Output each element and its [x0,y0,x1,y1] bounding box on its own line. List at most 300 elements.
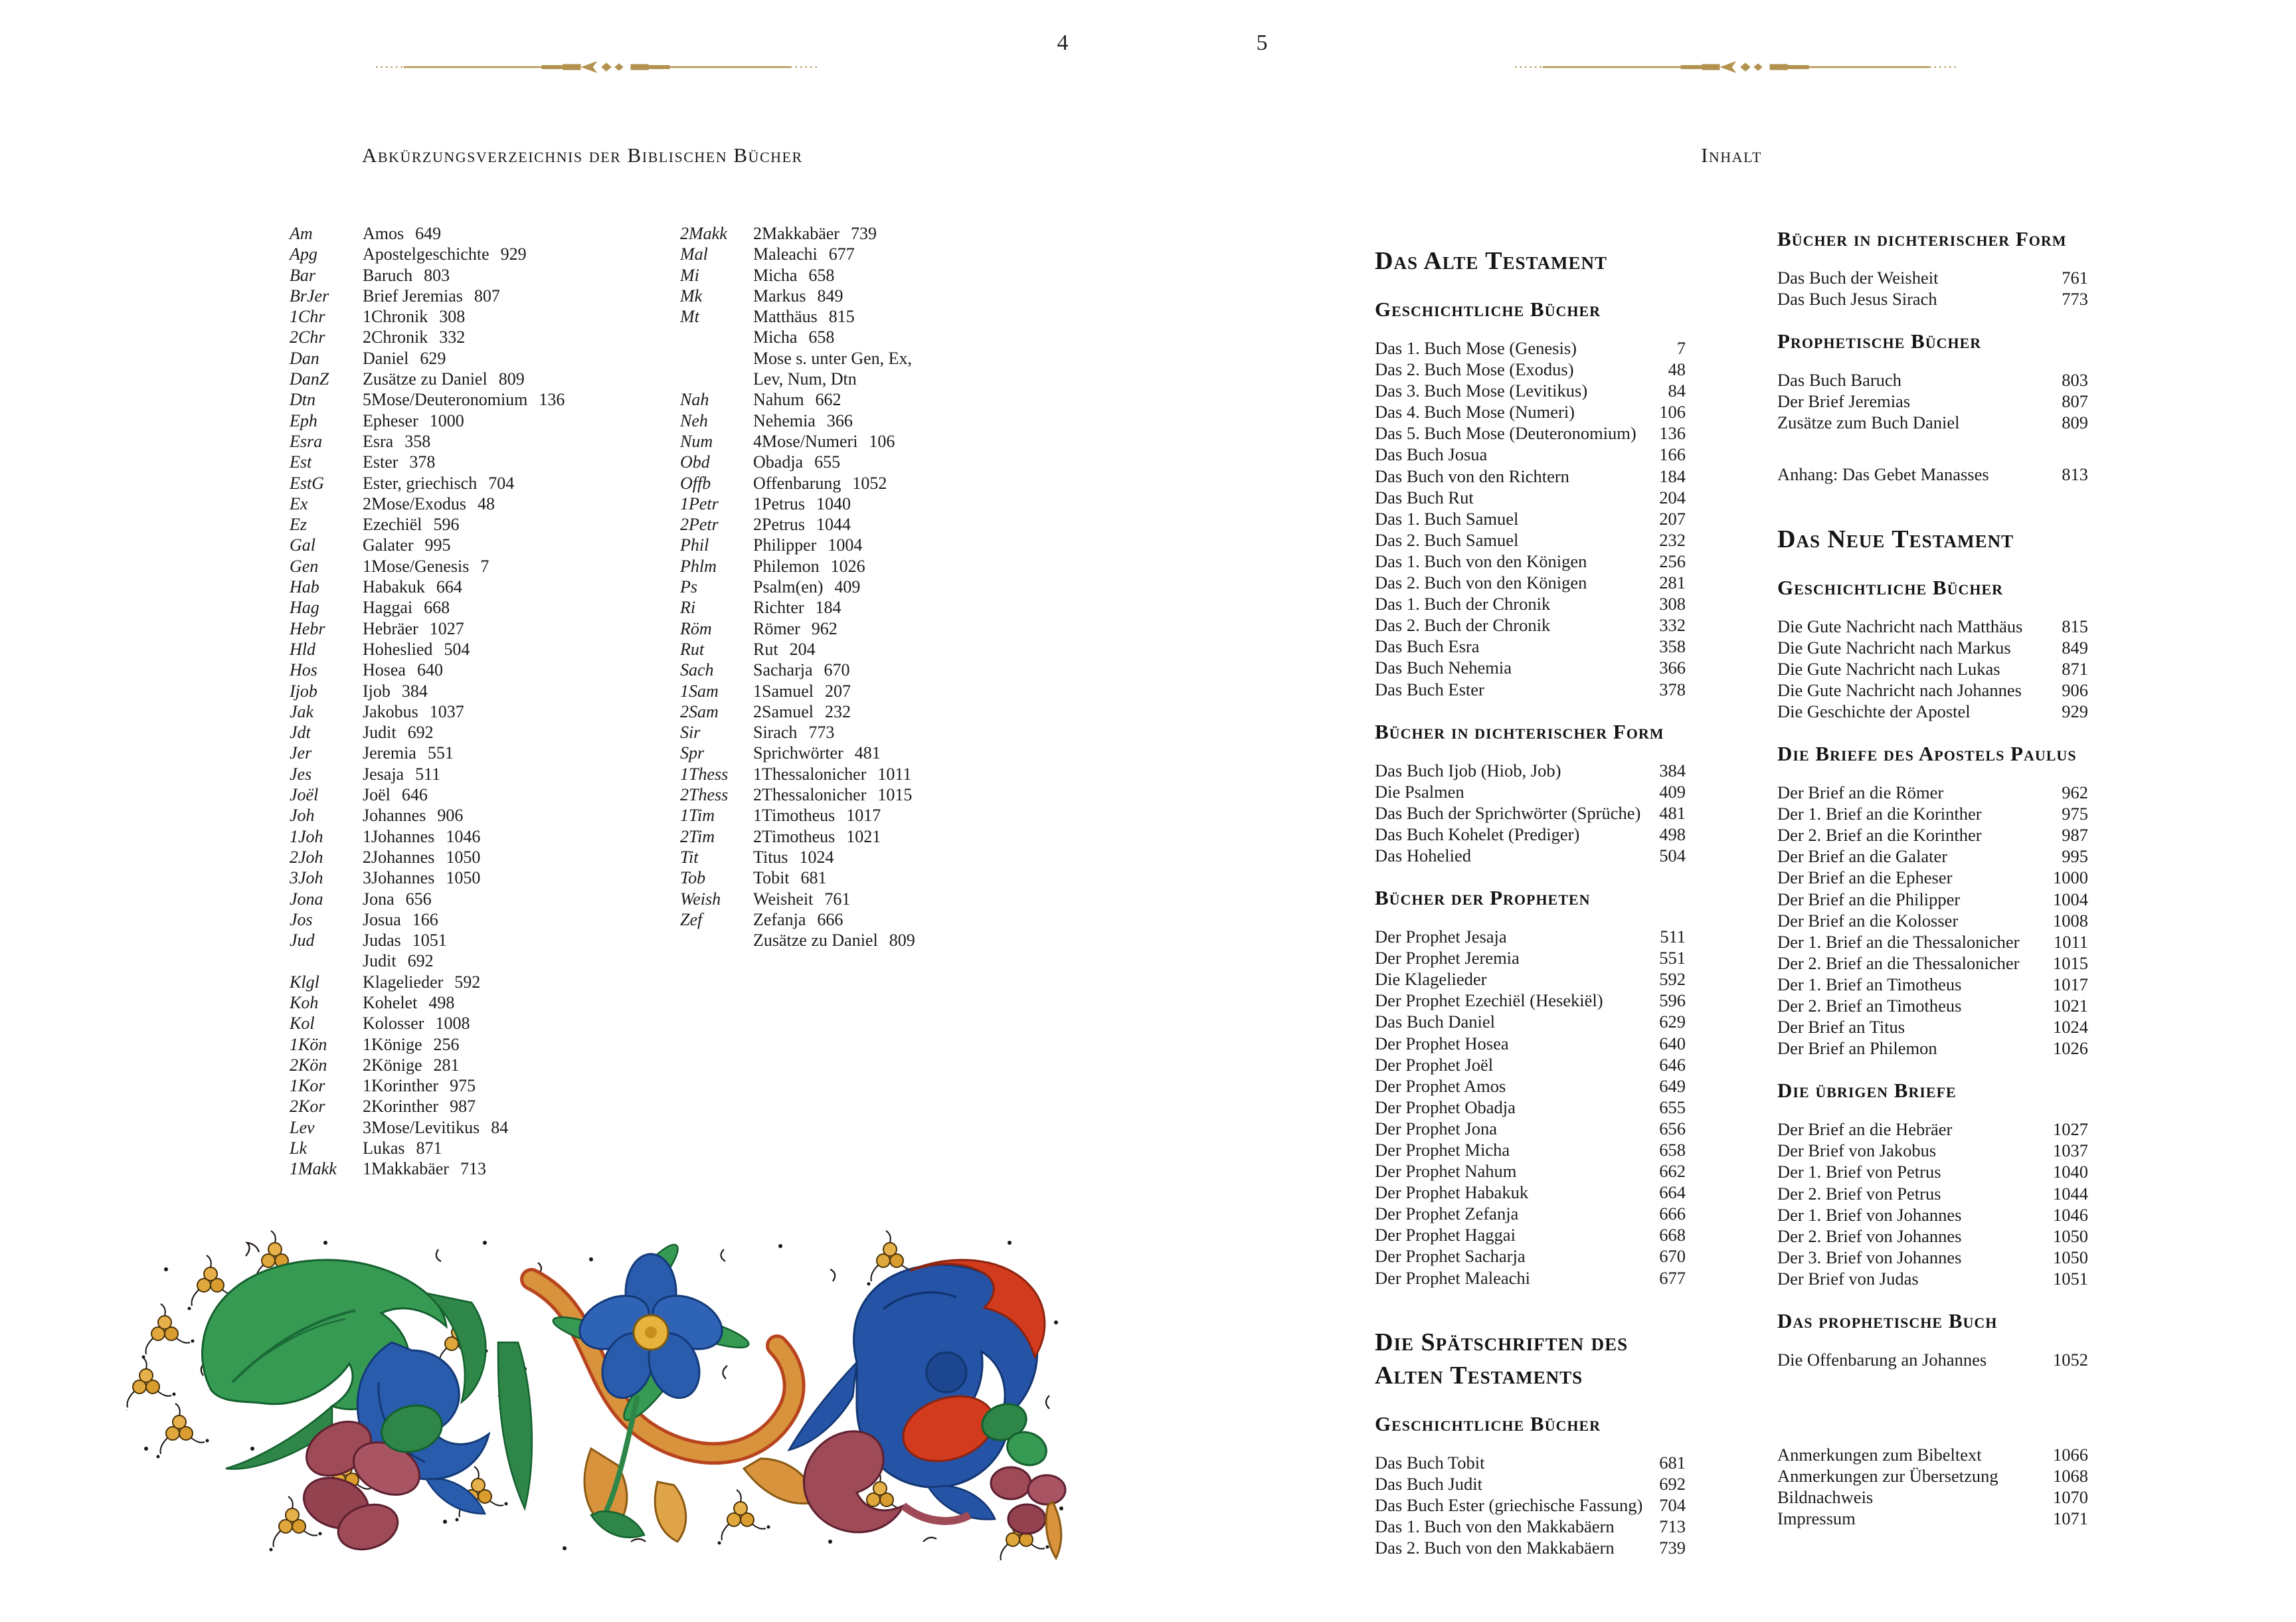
abbreviation-label: Ri [680,598,696,618]
page-ref: 106 [869,431,895,451]
abbreviation-label: Phil [680,535,709,555]
entry-page: 1068 [2053,1466,2088,1487]
entry-title: Das Buch Esra [1375,636,1480,657]
entry-page: 662 [1659,1161,1686,1182]
entry-title: Die Gute Nachricht nach Johannes [1777,679,2022,700]
abbreviation-label: Esra [290,431,323,451]
page-ref: 1027 [429,618,464,638]
abbreviation-row [680,784,923,805]
entry-page: 1040 [2053,1162,2088,1182]
entry-page: 409 [1659,781,1686,802]
book-name: Tobit [753,868,790,888]
entry-title: Die Offenbarung an Johannes [1777,1350,1987,1370]
book-name: Daniel [363,348,409,368]
book-name: Judas [363,931,401,950]
book-name: Haggai [363,598,413,618]
abbreviation-row [290,867,565,888]
contents-title: Inhalt [1701,143,1762,167]
entry-title: Der Prophet Ezechiël (Hesekiël) [1375,990,1603,1011]
abbreviation-row [290,535,565,555]
abbreviation-row [680,909,923,930]
toc-entry [1777,952,2088,974]
toc-block [1777,1308,2088,1334]
toc-block [1375,719,1686,745]
entry-page: 670 [1659,1246,1686,1267]
entry-title: Das 1. Buch von den Makkabäern [1375,1516,1615,1536]
page-ref: 761 [824,889,851,909]
abbreviation-row [290,1096,565,1117]
abbreviation-row [680,535,923,555]
book-name: Judit [363,723,397,743]
abbreviation-label: Mal [680,244,708,264]
abbreviation-label: Mt [680,307,699,327]
abbreviation-label: Joh [290,806,315,826]
book-name: Sacharja [753,660,813,680]
abbreviation-row [290,556,565,577]
entry-title: Der 1. Brief an die Korinther [1777,804,1982,824]
toc-entry [1777,1225,2088,1247]
book-name: 2Johannes [363,847,435,867]
toc-entry [1777,1268,2088,1289]
entry-title: Das 1. Buch von den Königen [1375,551,1587,571]
toc-entry [1375,760,1686,781]
entry-title: Die Klagelieder [1375,969,1487,990]
book-name: 2Chronik [363,327,428,347]
abbreviation-label: Hos [290,660,317,680]
book-name: 1Johannes [363,826,435,846]
toc-block [1777,523,2088,556]
abbreviation-label: Phlm [680,556,717,576]
entry-title: Das Buch von den Richtern [1375,466,1569,486]
toc-entry [1375,1075,1686,1097]
entry-title: Das Buch Josua [1375,444,1488,465]
entry-page: 166 [1659,444,1686,465]
toc-column-2 [1777,218,2088,1540]
toc-entry [1777,974,2088,995]
book-name: 2Samuel [753,701,814,721]
abbreviation-label: Jud [290,931,315,950]
section-heading: Geschichtliche Bücher [1375,298,1601,321]
abbreviation-label: Est [290,452,312,472]
ornament-rule-right [1515,61,1957,73]
abbreviation-label: 1Tim [680,806,715,826]
toc-entry [1375,1182,1686,1203]
toc-block [1375,1411,1686,1437]
abbreviation-row [290,1158,565,1179]
entry-title: Der Brief an die Kolosser [1777,910,1959,931]
abbreviation-label: 3Joh [290,868,323,888]
abbreviation-row [290,452,565,472]
entry-title: Das Buch Ijob (Hiob, Job) [1375,760,1561,780]
abbreviation-row [290,701,565,722]
page-ref: 649 [415,224,442,243]
abbreviation-label: 1Joh [290,826,323,846]
entry-title: Der Prophet Haggai [1375,1225,1516,1245]
abbreviation-label: Nah [680,390,709,410]
page-ref: 1050 [446,868,481,888]
entry-title: Der Prophet Jesaja [1375,927,1507,947]
page-ref: 658 [808,327,835,347]
page-ref: 1051 [412,931,447,950]
toc-block [1777,1077,2088,1104]
entry-title: Das 2. Buch der Chronik [1375,615,1551,636]
entry-title: Die Psalmen [1375,781,1464,802]
toc-block [1777,369,2088,433]
abbreviation-row [290,764,565,784]
entry-page: 929 [2062,701,2088,721]
abbreviation-row [680,930,923,950]
abbreviation-row [680,514,923,535]
entry-page: 308 [1659,594,1686,614]
toc-entry [1777,846,2088,867]
entry-page: 871 [2062,658,2088,679]
toc-entry [1777,889,2088,910]
entry-title: Die Gute Nachricht nach Matthäus [1777,616,2023,636]
toc-column-1 [1375,218,1686,1569]
toc-entry [1777,637,2088,658]
toc-entry [1375,636,1686,657]
entry-page: 384 [1659,760,1686,780]
toc-entry [1777,782,2088,803]
abbreviation-label: BrJer [290,286,329,306]
entry-page: 649 [1659,1075,1686,1096]
abbreviation-label: 2Tim [680,826,715,846]
toc-entry [1777,1349,2088,1370]
entry-title: Das 1. Buch Mose (Genesis) [1375,338,1577,358]
entry-page: 498 [1659,824,1686,844]
book-name: Philipper [753,535,817,555]
toc-entry [1375,487,1686,508]
toc-entry [1375,1011,1686,1032]
toc-block [1777,464,2088,485]
book-name: Mose s. unter Gen, Ex, [753,348,913,368]
page-ref: 504 [444,639,470,659]
abbreviation-label: Jak [290,701,314,721]
entry-page: 332 [1659,615,1686,636]
abbreviation-label: Ps [680,577,697,597]
entry-page: 815 [2062,616,2088,636]
toc-entry [1777,1161,2088,1182]
toc-entry [1375,1516,1686,1537]
toc-entry [1777,910,2088,931]
entry-title: Anmerkungen zum Bibeltext [1777,1445,1982,1465]
entry-page: 358 [1659,636,1686,657]
entry-page: 809 [2062,412,2088,433]
book-name: Zefanja [753,909,806,929]
entry-page: 704 [1659,1494,1686,1515]
abbreviation-row [680,473,923,494]
section-heading: Das prophetische Buch [1777,1309,1998,1332]
entry-page: 995 [2062,846,2088,867]
page-ref: 281 [433,1055,460,1075]
page-ref: 658 [808,265,835,285]
book-name: Hebräer [363,618,418,638]
book-name: Ijob [363,681,391,701]
abbreviation-label: Sach [680,660,714,680]
page-ref: 204 [789,639,816,659]
abbreviation-row [290,473,565,494]
book-name: 1Mose/Genesis [363,556,470,576]
entry-title: Der Prophet Sacharja [1375,1246,1526,1267]
book-name: Obadja [753,452,804,472]
page-ref: 1017 [846,806,881,826]
entry-title: Das Buch Tobit [1375,1452,1485,1473]
entry-title: Das Buch Nehemia [1375,658,1512,678]
entry-title: Der 2. Brief von Johannes [1777,1225,1962,1246]
page-ref: 995 [424,535,451,555]
entry-title: Der Brief an die Epheser [1777,867,1953,888]
illuminated-floral-border [126,1229,1069,1562]
entry-title: Der 1. Brief an die Thessalonicher [1777,931,2020,952]
book-name: Rut [753,639,778,659]
entry-page: 803 [2062,370,2088,391]
abbreviation-label: Hld [290,639,315,659]
toc-entry [1375,508,1686,529]
entry-page: 1008 [2053,910,2088,931]
entry-title: Der Brief an die Römer [1777,782,1944,803]
page-ref: 308 [439,307,466,327]
section-heading: Die übrigen Briefe [1777,1079,1957,1103]
entry-title: Das Buch Ester (griechische Fassung) [1375,1494,1643,1515]
abbreviation-label: Mk [680,286,703,306]
abbreviation-label: Lk [290,1138,307,1158]
toc-entry [1375,1267,1686,1289]
entry-title: Bildnachweis [1777,1487,1874,1508]
entry-title: Der Brief von Judas [1777,1268,1919,1289]
section-heading: Bücher in dichterischer Form [1777,227,2067,250]
abbreviation-label: Jona [290,889,323,909]
page-ref: 692 [407,951,434,971]
page-ref: 803 [424,265,450,285]
entry-page: 664 [1659,1182,1686,1203]
section-heading: Bücher der Propheten [1375,886,1591,910]
abbreviation-label: Am [290,224,313,243]
abbreviation-label: Ez [290,515,307,535]
toc-entry [1777,1016,2088,1037]
entry-title: Der Prophet Joël [1375,1054,1494,1075]
abbreviation-row [680,618,923,639]
entry-title: Der 2. Brief an die Thessalonicher [1777,952,2020,973]
page-ref: 48 [478,494,495,513]
entry-page: 906 [2062,679,2088,700]
entry-title: Der Prophet Micha [1375,1140,1510,1160]
abbreviation-label: 1Kor [290,1076,325,1096]
entry-page: 551 [1659,948,1686,968]
entry-title: Das 4. Buch Mose (Numeri) [1375,402,1575,422]
abbreviation-row [680,494,923,514]
page-ref: 1046 [446,826,481,846]
abbreviation-row [680,826,923,847]
ornament-rule-icon [1515,61,1957,73]
entry-page: 681 [1659,1452,1686,1473]
page-ref: 1044 [816,515,851,535]
abbreviation-row [290,244,565,264]
section-heading: Geschichtliche Bücher [1777,575,2004,599]
entry-title: Die Geschichte der Apostel [1777,701,1971,721]
abbreviation-label: 2Kön [290,1055,327,1075]
toc-entry [1777,824,2088,846]
toc-entry [1375,1160,1686,1182]
page-ref: 481 [854,743,881,763]
abbreviation-row [290,369,565,389]
page-ref: 906 [437,806,464,826]
abbreviation-row [680,223,923,244]
book-name: Judit [363,951,397,971]
toc-block [1375,337,1686,700]
ornament-rule-left [376,61,818,73]
entry-title: Zusätze zum Buch Daniel [1777,412,1960,433]
abbreviation-row [290,1138,565,1158]
abbreviation-label: Gal [290,535,315,555]
entry-title: Der Prophet Maleachi [1375,1267,1530,1288]
page-ref: 366 [826,410,853,430]
toc-entry [1777,931,2088,952]
page-ref: 1000 [429,410,464,430]
entry-page: 232 [1659,529,1686,550]
abbreviation-row [680,369,923,389]
abbreviation-row [290,1013,565,1034]
abbreviation-row [290,1117,565,1138]
toc-entry [1375,845,1686,866]
page-ref: 809 [889,931,915,950]
book-name: Sirach [753,723,798,743]
book-name: Epheser [363,410,418,430]
entry-page: 1071 [2053,1508,2088,1529]
entry-title: Das 2. Buch von den Makkabäern [1375,1538,1615,1558]
entry-title: Das 2. Buch Mose (Exodus) [1375,359,1574,380]
abbreviation-row [680,410,923,431]
blue-blossom [551,1239,752,1538]
page-ref: 681 [800,868,827,888]
book-name: Ester [363,452,398,472]
book-name: Nehemia [753,410,816,430]
page-ref: 378 [409,452,436,472]
entry-page: 1044 [2053,1183,2088,1204]
entry-page: 666 [1659,1204,1686,1224]
entry-title: Das Buch Jesus Sirach [1777,289,1937,310]
entry-page: 807 [2062,391,2088,412]
toc-entry [1777,391,2088,412]
abbreviation-row [290,494,565,514]
abbreviation-row [290,722,565,743]
abbreviation-row [680,431,923,452]
entry-page: 366 [1659,658,1686,678]
page-ref: 409 [834,577,861,597]
entry-title: Der Brief an Titus [1777,1017,1905,1037]
toc-entry [1375,401,1686,422]
entry-page: 1066 [2053,1445,2088,1465]
page-ref: 232 [825,701,851,721]
abbreviation-label: Tob [680,868,706,888]
entry-title: Das Buch Kohelet (Prediger) [1375,824,1580,844]
entry-page: 658 [1659,1140,1686,1160]
abbreviation-row [290,805,565,826]
toc-block [1777,226,2088,252]
entry-title: Die Gute Nachricht nach Lukas [1777,658,2000,679]
page-ref: 664 [436,577,462,597]
page-ref: 704 [488,473,515,493]
abbreviation-row [290,992,565,1013]
toc-entry [1777,369,2088,391]
toc-block [1375,1452,1686,1558]
abbreviation-row [680,889,923,909]
book-name: Maleachi [753,244,818,264]
book-name: 5Mose/Deuteronomium [363,390,528,410]
book-name: Hoheslied [363,639,433,659]
entry-page: 1011 [2053,931,2088,952]
toc-block [1375,1326,1686,1392]
toc-block [1777,616,2088,722]
abbreviation-label: 1Petr [680,494,719,513]
toc-entry [1777,1508,2088,1529]
section-heading: Das Alte Testament [1375,247,1608,275]
toc-entry [1777,1247,2088,1268]
toc-entry [1375,1097,1686,1118]
abbreviation-row [680,306,923,327]
page-ref: 713 [460,1159,486,1179]
toc-block [1375,244,1686,278]
abbreviation-row [680,639,923,660]
book-name: Kohelet [363,992,418,1012]
abbreviation-row [290,1075,565,1096]
entry-title: Das Buch Rut [1375,487,1474,507]
entry-page: 1051 [2053,1268,2088,1289]
entry-title: Der Brief an die Philipper [1777,889,1961,909]
abbreviation-label: 1Chr [290,307,325,327]
abbreviation-row [290,389,565,410]
toc-entry [1375,359,1686,380]
page-ref: 1011 [877,764,912,784]
toc-entry [1375,968,1686,990]
page-ref: 656 [405,889,432,909]
page-ref: 807 [474,286,500,306]
toc-entry [1375,1033,1686,1054]
abbreviation-label: 2Joh [290,847,323,867]
entry-title: Das 2. Buch von den Königen [1375,573,1587,593]
page-ref: 677 [828,244,855,264]
page-ref: 640 [416,660,443,680]
entry-title: Der Prophet Nahum [1375,1161,1517,1182]
abbreviation-label: 1Makk [290,1159,337,1179]
book-name: Zusätze zu Daniel [363,369,487,389]
book-name: 1Makkabäer [363,1159,449,1179]
entry-page: 975 [2062,804,2088,824]
toc-entry [1375,614,1686,636]
book-name: 2Korinther [363,1097,439,1117]
toc-entry [1375,781,1686,802]
abbreviation-row [290,223,565,244]
page-ref: 1008 [435,1014,470,1034]
toc-entry [1375,926,1686,947]
abbreviation-label: Joël [290,785,319,805]
abbreviation-label: Jos [290,909,313,929]
toc-block [1375,296,1686,323]
entry-page: 987 [2062,825,2088,846]
abbreviation-row [290,1055,565,1075]
toc-entry [1375,990,1686,1011]
abbreviation-row [680,244,923,264]
abbreviation-label: Lev [290,1117,315,1137]
abbreviation-label: Bar [290,265,315,285]
entry-page: 962 [2062,782,2088,803]
toc-entry [1777,1465,2088,1487]
toc-entry [1375,444,1686,465]
abbreviation-label: Gen [290,556,319,576]
toc-entry [1777,1444,2088,1465]
abbreviation-label: Hag [290,598,319,618]
page-ref: 596 [433,515,460,535]
abbreviation-row [680,681,923,701]
